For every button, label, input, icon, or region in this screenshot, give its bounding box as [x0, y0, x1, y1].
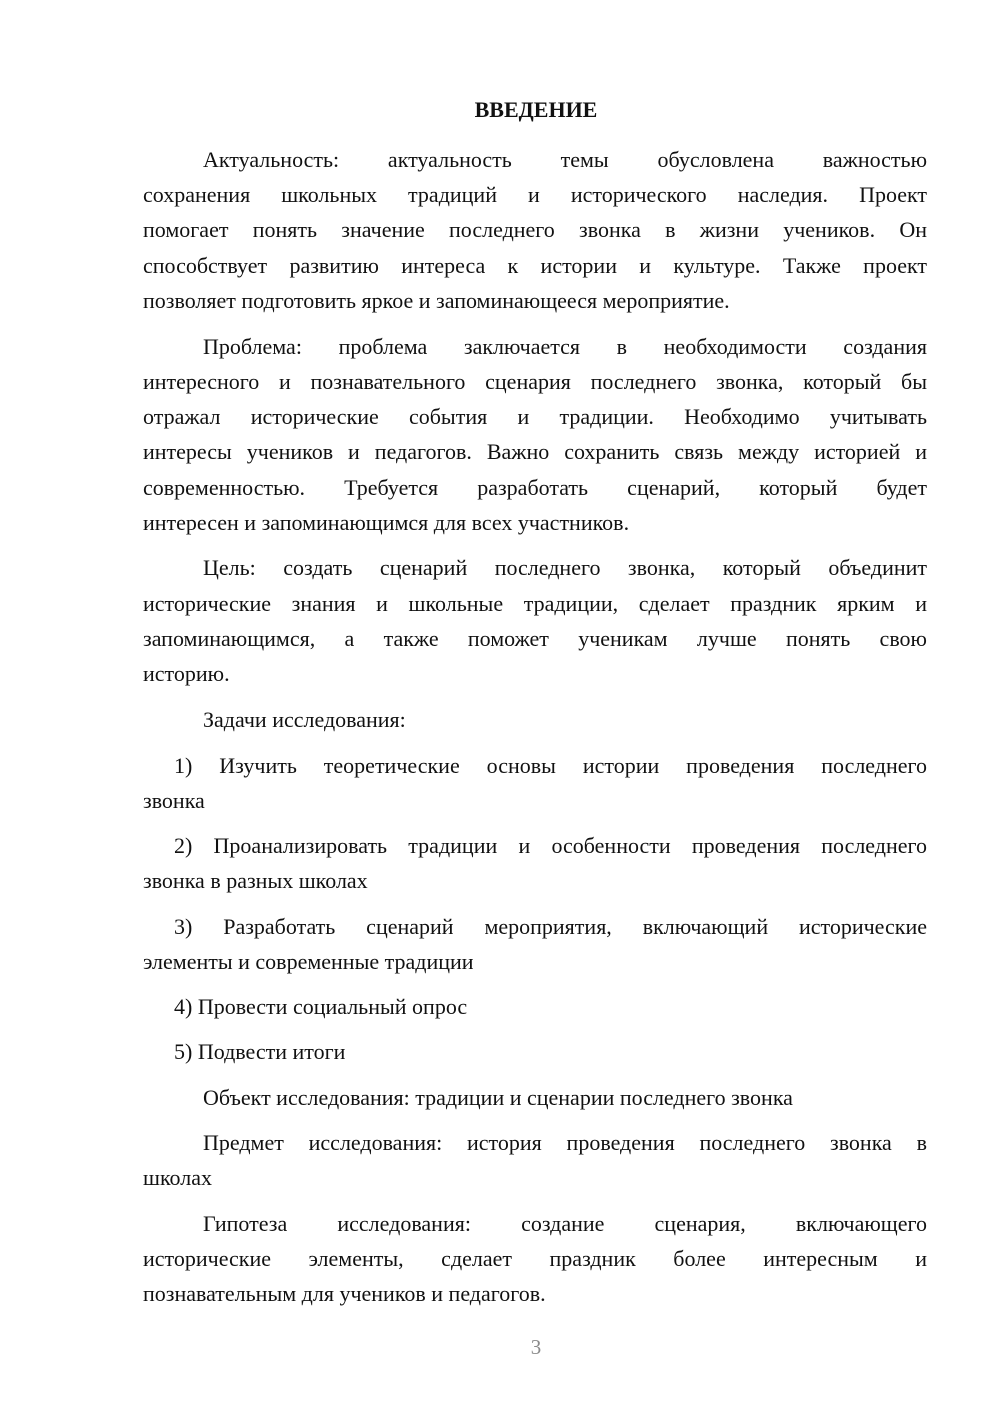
task-2-line-1: 2) Проанализировать традиции и особенности проведения последнего [174, 833, 927, 858]
goal-line-1: Цель: создать сценарий последнего звонка, который объединит [203, 555, 927, 580]
task-2-line-2: звонка в разных школах [143, 868, 368, 893]
problem-line-6: интересен и запоминающимся для всех участников. [143, 510, 630, 535]
relevance-line-4: способствует развитию интереса к истории и культуре. Также проект [143, 253, 927, 278]
subject-line-2: школах [143, 1165, 212, 1190]
problem-line-3: отражал исторические события и традиции. Необходимо учитывать [143, 404, 927, 429]
goal-line-2: исторические знания и школьные традиции, сделает праздник ярким и [143, 591, 927, 616]
hypothesis-line-1: Гипотеза исследования: создание сценария, включающего [203, 1211, 927, 1236]
page-title: ВВЕДЕНИЕ [474, 97, 598, 122]
problem-line-4: интересы учеников и педагогов. Важно сохранить связь между историей и [143, 439, 927, 464]
task-3-line-1: 3) Разработать сценарий мероприятия, включающий исторические [174, 914, 927, 939]
relevance-line-3: помогает понять значение последнего звонка в жизни учеников. Он [143, 217, 927, 242]
problem-line-1: Проблема: проблема заключается в необходимости создания [203, 334, 927, 359]
problem-line-2: интересного и познавательного сценария последнего звонка, который бы [143, 369, 927, 394]
relevance-line-5: позволяет подготовить яркое и запоминающееся мероприятие. [143, 288, 730, 313]
subject-line-1: Предмет исследования: история проведения последнего звонка в [203, 1130, 927, 1155]
object-line-1: Объект исследования: традиции и сценарии последнего звонка [203, 1085, 793, 1110]
task-3-line-2: элементы и современные традиции [143, 949, 474, 974]
hypothesis-line-3: познавательным для учеников и педагогов. [143, 1281, 546, 1306]
goal-line-3: запоминающимся, а также поможет ученикам лучше понять свою [143, 626, 927, 651]
problem-line-5: современностью. Требуется разработать сценарий, который будет [143, 475, 927, 500]
task-4-line-1: 4) Провести социальный опрос [174, 994, 468, 1019]
hypothesis-line-2: исторические элементы, сделает праздник более интересным и [143, 1246, 927, 1271]
relevance-line-2: сохранения школьных традиций и исторического наследия. Проект [143, 182, 927, 207]
page-number: 3 [530, 1335, 542, 1359]
task-1-line-2: звонка [143, 788, 205, 813]
task-1-line-1: 1) Изучить теоретические основы истории проведения последнего [174, 753, 927, 778]
goal-line-4: историю. [143, 661, 230, 686]
tasks-heading: Задачи исследования: [203, 707, 406, 732]
relevance-line-1: Актуальность: актуальность темы обусловлена важностью [203, 147, 927, 172]
task-5-line-1: 5) Подвести итоги [174, 1039, 346, 1064]
